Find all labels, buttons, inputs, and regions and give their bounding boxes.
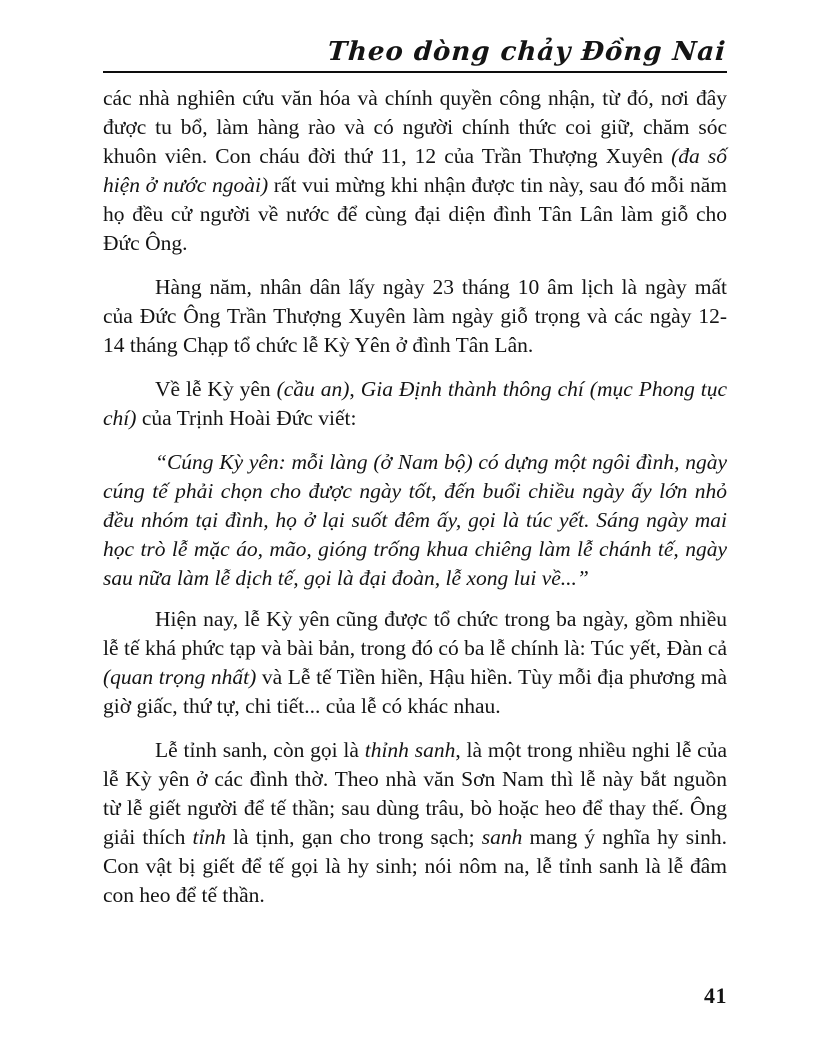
text-run: và Lễ tế Tiền hiền, Hậu hiền. Tùy mỗi địa phương mà giờ giấc, thứ tự, chi tiết... của lễ có khác nhau. — [103, 665, 727, 718]
italic-run: (quan trọng nhất) — [103, 665, 257, 689]
text-run: Về lễ Kỳ yên — [155, 377, 277, 401]
text-run: mang ý nghĩa hy sinh. Con vật bị giết để tế gọi là hy sinh; nói nôm na, lễ tỉnh sanh là lễ đâm con heo để tế thần. — [103, 825, 728, 907]
text-run: Hiện nay, lễ Kỳ yên cũng được tổ chức trong ba ngày, gồm nhiều lễ tế khá phức tạp và bài bản, trong đó có ba lễ chính là: Túc yết, Đàn cả — [103, 607, 727, 660]
italic-run: Gia Định thành thông chí (mục Phong tục chí) — [103, 377, 728, 430]
quote-paragraph — [103, 448, 727, 593]
text-run: các nhà nghiên cứu văn hóa và chính quyền công nhận, từ đó, nơi đây được tu bổ, làm hàng rào và có người chính thức coi giữ, chăm sóc khuôn viên. Con cháu đời thứ 11, 12 của Trần Thượng Xuyên — [103, 86, 727, 168]
text-run: là tịnh, gạn cho trong sạch; — [225, 825, 482, 849]
paragraph-3 — [103, 375, 727, 433]
text-run: Hàng năm, nhân dân lấy ngày 23 tháng 10 âm lịch là ngày mất của Đức Ông Trần Thượng Xuyên làm ngày giỗ trọng và các ngày 12-14 tháng Chạp tổ chức lễ Kỳ Yên ở đình Tân Lân. — [103, 275, 727, 357]
paragraph-2 — [103, 273, 727, 360]
italic-run: (đa số hiện ở nước ngoài) — [103, 144, 727, 197]
text-run: “Cúng Kỳ yên: mỗi làng (ở Nam bộ) có dựng một ngôi đình, ngày cúng tế phải chọn cho được ngày tốt, đến buổi chiều ngày ấy lớn nhỏ đều nhóm tại đình, họ ở lại suốt đêm ấy, gọi là túc yết. Sáng ngày mai học trò lễ mặc áo, mão, gióng trống khua chiêng làm lễ chánh tế, ngày sau nữa làm lễ dịch tế, gọi là đại đoàn, lễ xong lui về...” — [103, 450, 727, 590]
italic-run: thỉnh sanh — [364, 738, 456, 762]
page-header — [103, 0, 727, 73]
page-body — [103, 84, 727, 910]
paragraph-1 — [103, 84, 727, 258]
header-rule — [103, 71, 727, 73]
italic-run: tỉnh — [192, 825, 226, 849]
paragraph-6 — [103, 736, 727, 910]
text-run: rất vui mừng khi nhận được tin này, sau đó mỗi năm họ đều cử người về nước để cùng đại diện đình Tân Lân làm giỗ cho Đức Ông. — [103, 173, 727, 255]
italic-run: sanh — [481, 825, 523, 849]
paragraph-5 — [103, 605, 727, 721]
page-number: 41 — [704, 983, 727, 1008]
italic-run: (cầu an) — [276, 377, 350, 401]
text-run: Lễ tỉnh sanh, còn gọi là — [155, 738, 365, 762]
text-run: , là một trong nhiều nghi lễ của lễ Kỳ yên ở các đình thờ. Theo nhà văn Sơn Nam thì lễ này bắt nguồn từ lễ giết người để tế thần; sau dùng trâu, bò hoặc heo để thay thế. Ông giải thích — [103, 738, 727, 849]
running-title: Theo dòng chảy Đồng Nai — [326, 37, 728, 67]
text-run: của Trịnh Hoài Đức viết: — [136, 406, 357, 430]
text-run: , — [349, 377, 361, 401]
